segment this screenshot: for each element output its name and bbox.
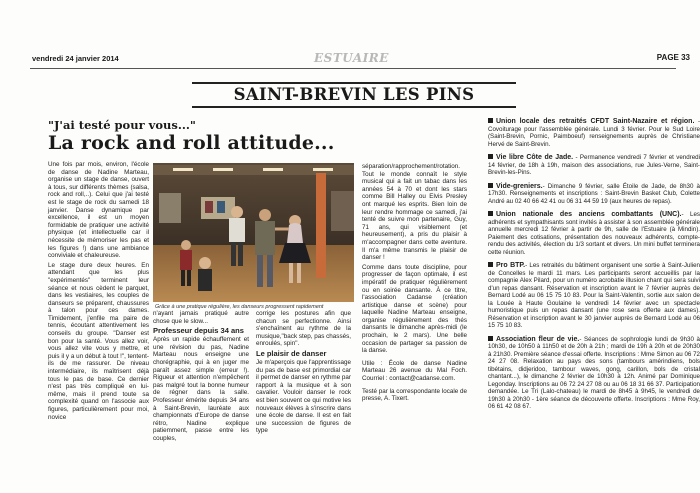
article-kicker: "J'ai testé pour vous..." (48, 118, 196, 132)
notice-item (488, 262, 700, 330)
notice-title: Pro BTP. (496, 262, 526, 269)
paragraph: séparation/rapprochement/rotation. Tout le monde connaît le style musical qui a fait un tabac dans les années 54 à 70 et dont les stars comme Bill Halley ou Elvis Presley ont marqué les esprits. Bien loin de leur rendre hommage ce samedi, j'ai tenté de suivre mon partenaire, Guy, 71 ans, qui visiblement (et heureusement), a pris du plaisir à m'accompagner dans cette aventure. Il m'a même transmis le plaisir de danser ! (362, 163, 467, 262)
byline: Testé par la correspondante locale de presse, A. Tixert. (362, 387, 468, 403)
notice-title: Vide-greniers. (496, 182, 543, 190)
article-headline: La rock and roll attitude... (48, 132, 335, 154)
notice-text: - Dimanche 9 février, salle Étoile de Jade, de 8h30 à 17h30. Renseignements et inscriptions : Saint-Brevin Basket Club, Colette André au 02 40 66 42 41 ou 06 31 44 59 19 (aux heures de repas). (488, 182, 700, 205)
notice-title: Union nationale des anciens combattants (UNC). (496, 211, 682, 218)
bullet-square-icon (488, 154, 493, 159)
bullet-square-icon (488, 336, 493, 341)
article-column-1 (48, 161, 149, 421)
subheading: Le plaisir de danser (256, 348, 327, 358)
paragraph: Le stage dure deux heures. En attendant que les plus "expérimentés" terminent leur séance et nous cèdent le parquet, dans les vestiaires, les couples de danseurs se préparent, chaussures à talon pour ces dames. Timidement, j'enfile ma paire de tennis, écoutant attentivement les conseils du groupe. "Danser est bon pour la santé. Vous allez voir, vous allez vite vous y mettre, et puis il y a un début à tout !", tentent-ils de me rassurer. De niveau intermédiaire, ils maîtrisent déjà tous le pas de base. Ce dernier n'est pas très compliqué en lui-même, mais il prend toute sa complexité quand on l'associe aux figures, particulièrement pour moi, novice (48, 261, 149, 421)
photo-caption: Grâce à une pratique régulière, les danseurs progressent rapidement (155, 304, 324, 310)
notice-text: - Permanence vendredi 7 février et vendredi 14 février, de 18h à 19h, maison des associations, rue Jules-Verne, Saint-Brevin-les-Pins. (488, 154, 700, 176)
subheading: Professeur depuis 34 ans (153, 326, 244, 336)
bullet-square-icon (488, 118, 493, 123)
notice-title: Vie libre Côte de Jade. (496, 154, 574, 161)
paragraph: Après un rapide échauffement et une révision du pas, Nadine Marteau nous enseigne une chorégraphie, qui à en juger me paraît assez simple (erreur !). Rigueur et attention n'empêchent pas malgré tout la bonne humeur de régner dans la salle. Professeur émérite depuis 34 ans à Saint-Brevin, lauréate aux championnats d'Europe de danse rétro, Nadine explique patiemment, passe entre les couples, (153, 336, 249, 442)
bullet-square-icon (488, 211, 493, 216)
notice-item (488, 154, 700, 177)
notice-title: Association fleur de vie. (496, 335, 580, 343)
issue-date: vendredi 24 janvier 2014 (32, 54, 119, 63)
useful-info: Utile : École de danse Nadine Marteau 26 avenue du Mal Foch. Courriel : contact@cadanse.com. (362, 359, 467, 383)
section-title: SAINT-BREVIN LES PINS (192, 82, 516, 108)
bullet-square-icon (488, 262, 493, 267)
header-rule (30, 68, 676, 69)
paragraph: Je m'aperçois que l'apprentissage du pas de base est primordial car il permet de danser en rythme par rapport à la musique et à son cavalier. Vouloir danser le rock est bien souvent ce qui motive les nouveaux élèves à s'inscrire dans une école de danse. Il est en fait une succession de figures de type (256, 358, 351, 435)
paragraph: n'ayant jamais pratiqué autre chose que le slow... (153, 310, 249, 325)
dance-photo (153, 163, 354, 302)
paragraph: corrige les postures afin que chacun se perfectionne. Ainsi s'enchaînent au rythme de la musique,"back step, pas chassés, enroulés, spin". (256, 310, 351, 348)
notice-item (488, 118, 700, 148)
notice-text: - Les adhérents et sympathisants sont invités à assister à son assemblée générale annuelle mercredi 12 février à partir de 9h, salle de l'Estuaire (à Mindin). Paiement des cotisations, présentation des nouveaux adhérents, compte-rendu des activités, élection du 1/3 sortant et divers. Un mini buffet terminera cette réunion. (488, 211, 700, 256)
newspaper-name: ESTUAIRE (314, 51, 389, 65)
notice-item (488, 211, 700, 256)
notice-text: - Covoiturage pour l'assemblée générale. Lundi 3 février. Pour le Sud Loire (Saint-Brevin, Pornic, Paimboeuf) renseignements auprès de Christiane Hervé de Saint-Brevin. (488, 118, 700, 148)
notice-item (488, 183, 700, 206)
article-column-2 (153, 310, 249, 443)
dancers-illustration (153, 163, 354, 302)
notice-text: - Séances de sophrologie lundi de 9h30 à 10h30, de 10h50 à 11h50 et de 20h à 21h ; mardi de 19h à 20h et de 20h30 à 21h30. Première séance d'essai offerte. Inscriptions : Mme Simon au 06 72 24 27 08. Relaxation au pays des sons (tambours amérindiens, bols tibétains, didjeridoo, tambour waves, gong, carillon, bols de cristal chantant...), le dimanche 2 février de 10h30 à 12h. Animé par Dominique Legonday. Inscriptions au 06 72 24 27 08 ou au 06 18 31 66 37. Participation demandée. Le Tri (Lalo-chateau) le mardi de 8h45 à 9h45, le vendredi de 19h30 à 20h30 - 1ère séance de découverte offerte. Inscriptions : Mme Roy, 06 61 42 08 67. (488, 335, 700, 410)
notice-title: Union locale des retraités CFDT Saint-Nazaire et région. (496, 118, 695, 125)
paragraph: Une fois par mois, environ, l'école de danse de Nadine Marteau, organise un stage de danse, ouvert à tous, sur différents thèmes (salsa, rock and roll,..). Celui que j'ai testé est le stage de rock du samedi 18 janvier. Danse dynamique par excellence, il est un moyen formidable de pratiquer une activité physique (et intellectuelle car il nécessite de mémoriser les pas et les figures !) dans une ambiance conviviale et chaleureuse. (48, 161, 149, 260)
notice-text: - Les retraités du bâtiment organisent une sortie à Saint-Julien de Concelles le mardi 11 mars. Les participants seront accueillis par la compagnie Alex Pilard, pour un numéro acrobatie illusion chant qui sera suivi d'un repas dansant. Réservation et inscription avant le 7 février auprès de Bernard Lodé au 06 15 75 10 83. Pour la Saint-Valentin, sortie aux salon de la Louée à Haute Goulaine le vendredi 14 février avec un spectacle humoristique puis un repas dansant (une rose sera offerte aux dames). Réservation et inscription avant le 30 janvier auprès de Bernard Lodé au 06 15 75 10 83. (488, 262, 700, 329)
bullet-square-icon (488, 183, 493, 188)
paragraph: Comme dans toute discipline, pour progresser de façon optimale, il est impératif de pratiquer régulièrement ou en soirée dansante. À ce titre, l'association Cadanse (création artistique danse et scène) pour laquelle Nadine Marteau enseigne, organise régulièrement des thés dansants le dimanche après-midi (le prochain, le 2 mars). Une belle occasion de partager sa passion de la danse. (362, 263, 467, 355)
notices-column (488, 118, 700, 417)
notice-item (488, 336, 700, 411)
page-header (14, 52, 694, 68)
article-column-3 (256, 310, 351, 435)
article-column-4 (362, 163, 467, 403)
page-number: PAGE 33 (656, 53, 690, 62)
